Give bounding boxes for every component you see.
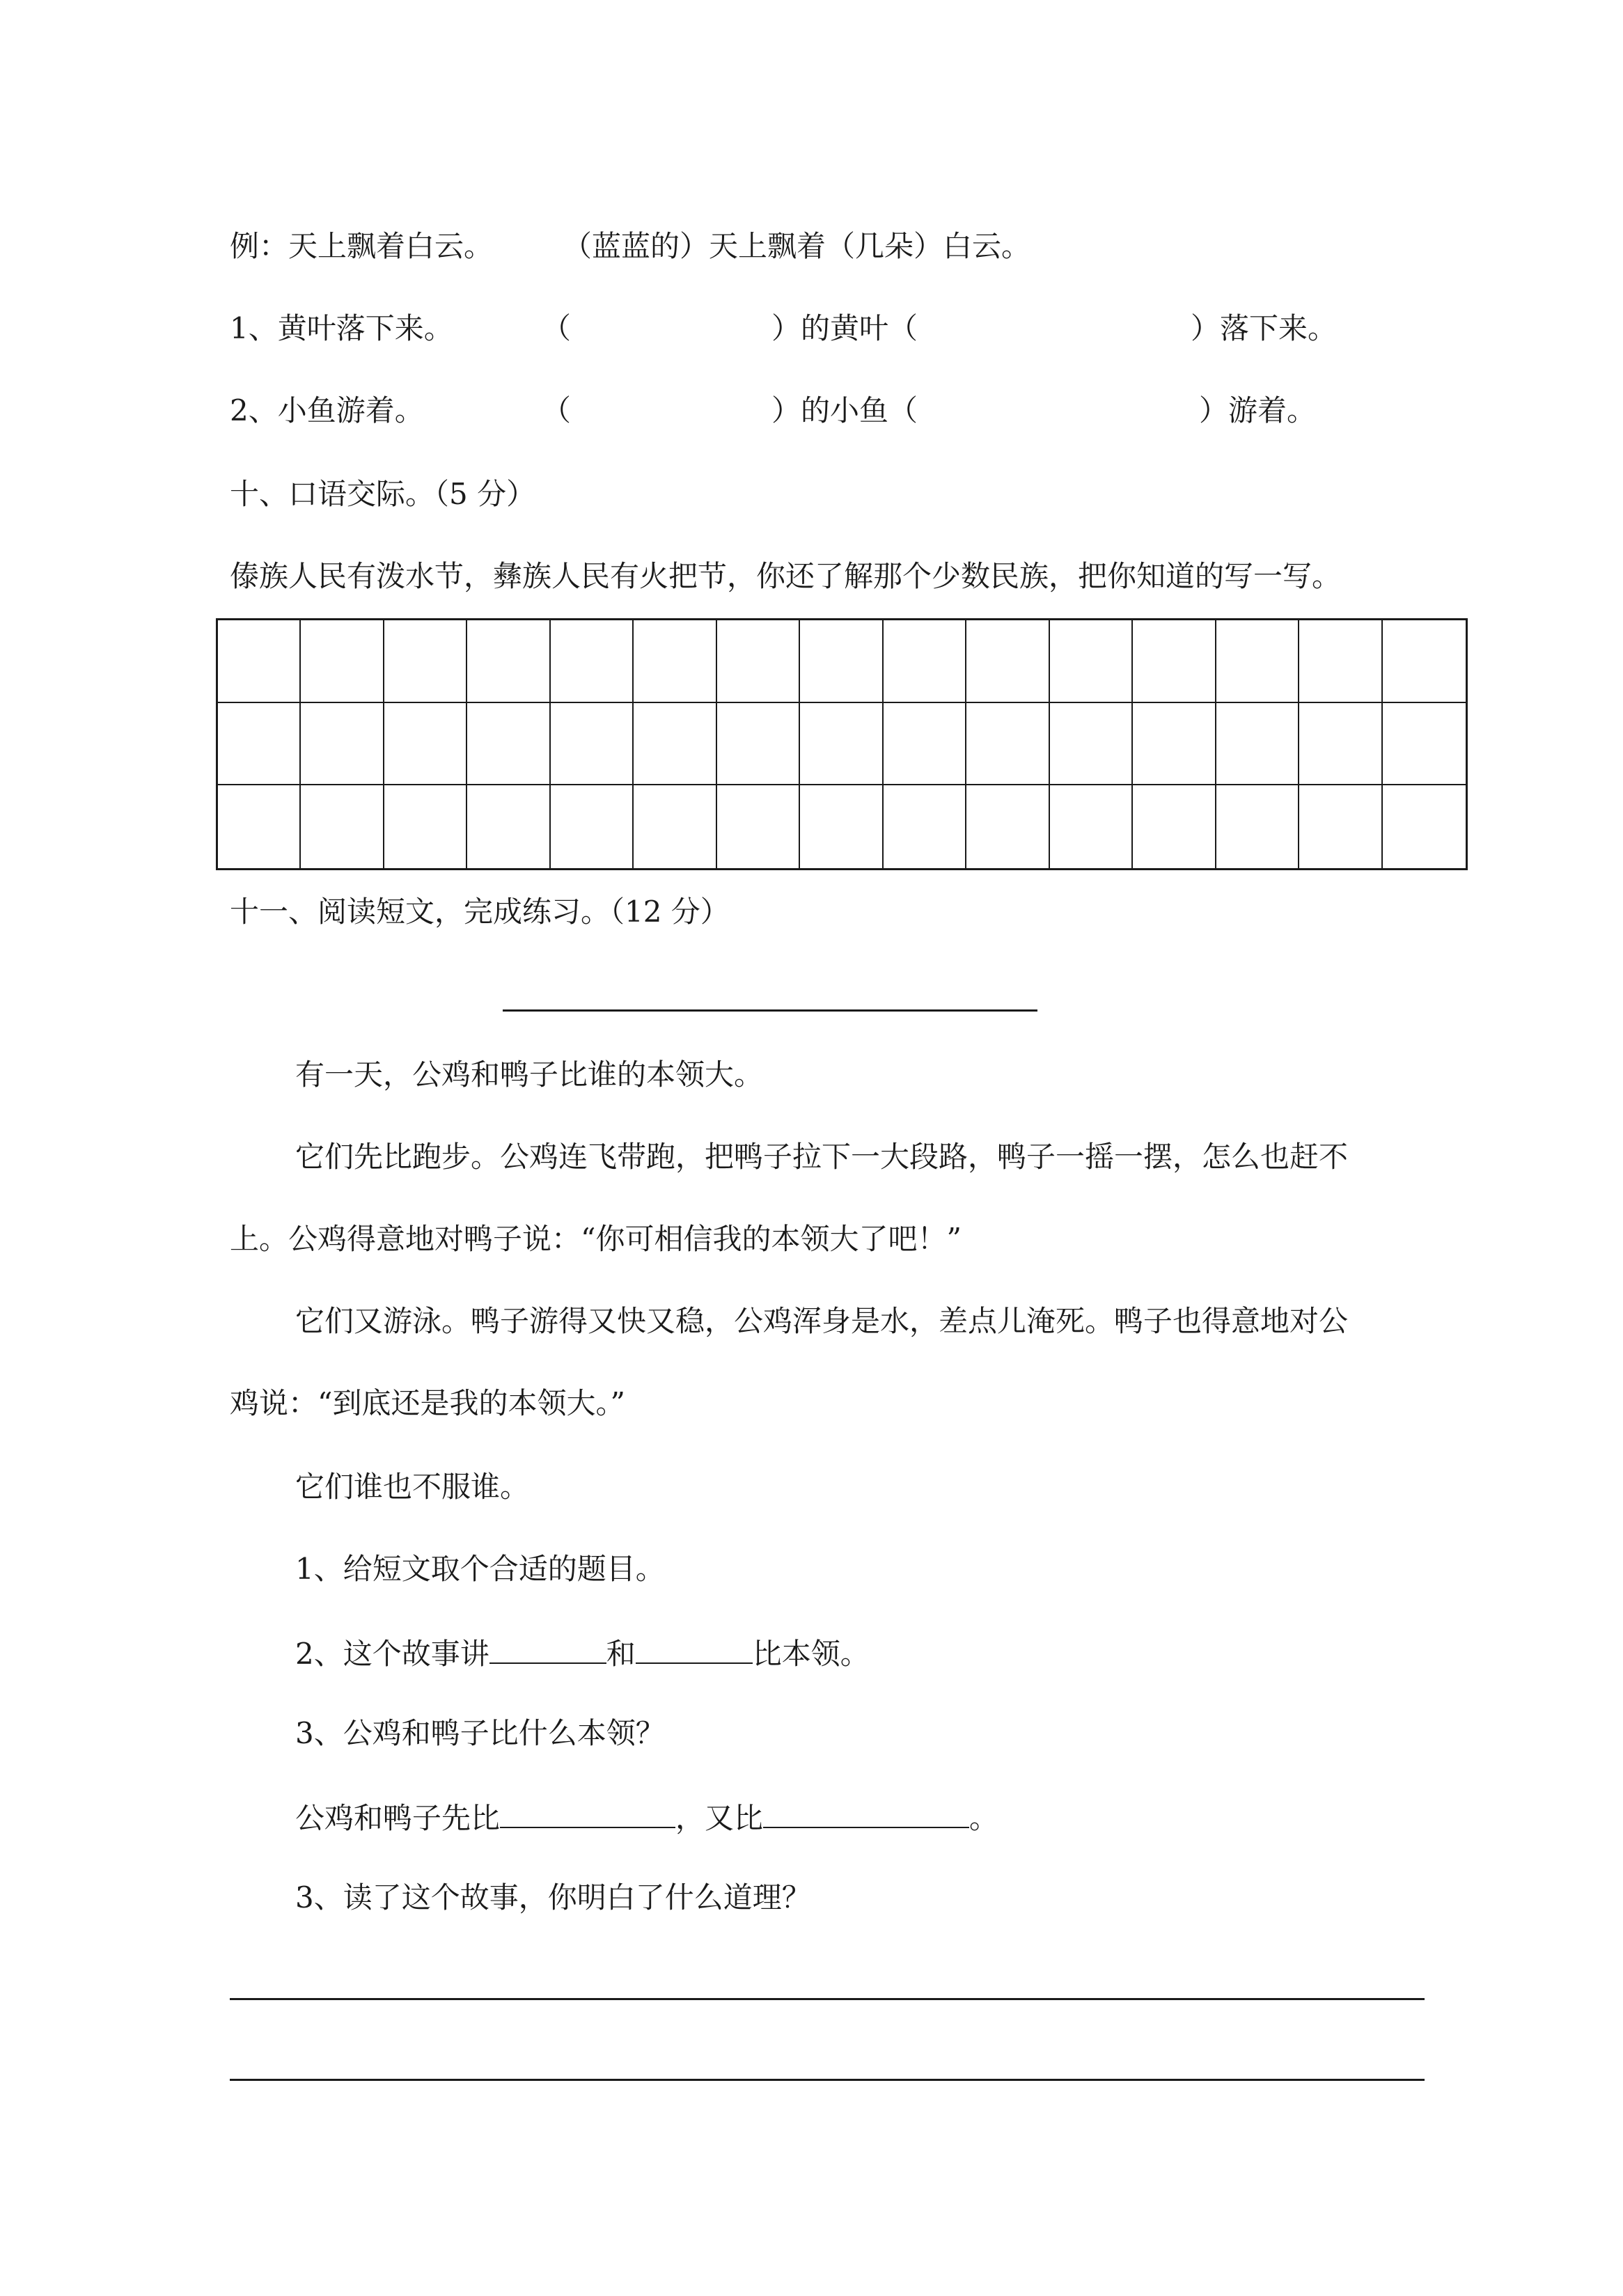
answer-line[interactable] bbox=[230, 1998, 1425, 2000]
writing-grid-cell[interactable] bbox=[884, 620, 966, 703]
passage-paragraph: 它们又游泳。鸭子游得又快又稳，公鸡浑身是水，差点儿淹死。鸭子也得意地对公 bbox=[295, 1304, 1349, 1338]
writing-grid-cell[interactable] bbox=[384, 703, 467, 786]
writing-grid-cell[interactable] bbox=[966, 620, 1049, 703]
fill-item-1-sentence: 1、黄叶落下来。 bbox=[230, 311, 453, 345]
writing-grid-cell[interactable] bbox=[1133, 620, 1216, 703]
writing-grid-cell[interactable] bbox=[1216, 703, 1299, 786]
question-2-text-c: 比本领。 bbox=[752, 1637, 870, 1671]
writing-grid-cell[interactable] bbox=[884, 785, 966, 868]
passage-paragraph: 鸡说：“到底还是我的本领大。” bbox=[230, 1386, 625, 1420]
writing-grid-cell[interactable] bbox=[1216, 785, 1299, 868]
question-2 bbox=[295, 1632, 870, 1674]
passage-paragraph: 它们谁也不服谁。 bbox=[295, 1470, 530, 1504]
writing-grid-cell[interactable] bbox=[467, 620, 550, 703]
question-3-answer-text-b: ，又比 bbox=[675, 1801, 764, 1835]
fill-item-1-open: （ bbox=[542, 311, 572, 345]
question-3: 3、公鸡和鸭子比什么本领？ bbox=[295, 1716, 665, 1750]
question-2-text-b: 和 bbox=[606, 1637, 636, 1671]
question-3-blank-1[interactable] bbox=[500, 1796, 675, 1828]
fill-item-2-mid: ）的小鱼（ bbox=[771, 393, 918, 427]
writing-grid-cell[interactable] bbox=[467, 785, 550, 868]
writing-grid-cell[interactable] bbox=[551, 785, 634, 868]
writing-grid-cell[interactable] bbox=[218, 620, 301, 703]
writing-grid-cell[interactable] bbox=[301, 620, 384, 703]
writing-grid[interactable] bbox=[216, 618, 1468, 870]
question-2-blank-2[interactable] bbox=[636, 1632, 753, 1664]
writing-grid-cell[interactable] bbox=[1383, 620, 1466, 703]
fill-item-1-mid: ）的黄叶（ bbox=[771, 311, 918, 345]
passage-paragraph: 上。公鸡得意地对鸭子说：“你可相信我的本领大了吧！” bbox=[230, 1222, 962, 1256]
writing-grid-cell[interactable] bbox=[384, 785, 467, 868]
question-1: 1、给短文取个合适的题目。 bbox=[295, 1552, 665, 1586]
passage-paragraph: 它们先比跑步。公鸡连飞带跑，把鸭子拉下一大段路，鸭子一摇一摆，怎么也赶不 bbox=[295, 1140, 1349, 1174]
question-3-answer-text-c: 。 bbox=[969, 1801, 999, 1835]
writing-grid-cell[interactable] bbox=[966, 785, 1049, 868]
writing-grid-cell[interactable] bbox=[1050, 620, 1133, 703]
writing-grid-cell[interactable] bbox=[884, 703, 966, 786]
writing-grid-cell[interactable] bbox=[800, 785, 883, 868]
writing-grid-cell[interactable] bbox=[1383, 785, 1466, 868]
writing-grid-cell[interactable] bbox=[634, 620, 716, 703]
passage-paragraph: 有一天，公鸡和鸭子比谁的本领大。 bbox=[295, 1057, 764, 1092]
answer-line[interactable] bbox=[230, 2079, 1425, 2081]
question-2-text-a: 2、这个故事讲 bbox=[295, 1637, 489, 1671]
writing-grid-cell[interactable] bbox=[717, 620, 800, 703]
question-3-blank-2[interactable] bbox=[763, 1796, 969, 1828]
writing-grid-cell[interactable] bbox=[301, 703, 384, 786]
writing-grid-cell[interactable] bbox=[1299, 785, 1382, 868]
writing-grid-cell[interactable] bbox=[1050, 785, 1133, 868]
writing-grid-cell[interactable] bbox=[301, 785, 384, 868]
writing-grid-cell[interactable] bbox=[966, 703, 1049, 786]
writing-grid-cell[interactable] bbox=[1050, 703, 1133, 786]
example-expanded: （蓝蓝的）天上飘着（几朵）白云。 bbox=[563, 229, 1031, 263]
writing-grid-cell[interactable] bbox=[1383, 703, 1466, 786]
writing-grid-cell[interactable] bbox=[717, 785, 800, 868]
fill-item-2-sentence: 2、小鱼游着。 bbox=[230, 393, 424, 427]
writing-grid-cell[interactable] bbox=[384, 620, 467, 703]
writing-grid-cell[interactable] bbox=[634, 703, 716, 786]
writing-grid-cell[interactable] bbox=[551, 620, 634, 703]
question-3-answer bbox=[295, 1796, 998, 1838]
fill-item-2-end: ）游着。 bbox=[1199, 393, 1317, 427]
question-2-blank-1[interactable] bbox=[489, 1632, 606, 1664]
question-3-answer-text-a: 公鸡和鸭子先比 bbox=[295, 1801, 501, 1835]
writing-grid-cell[interactable] bbox=[1216, 620, 1299, 703]
writing-grid-cell[interactable] bbox=[1299, 703, 1382, 786]
writing-grid-cell[interactable] bbox=[551, 703, 634, 786]
writing-grid-cell[interactable] bbox=[634, 785, 716, 868]
section-10-heading: 十、口语交际。（5 分） bbox=[230, 477, 536, 511]
writing-grid-cell[interactable] bbox=[800, 703, 883, 786]
writing-grid-cell[interactable] bbox=[1133, 703, 1216, 786]
writing-grid-cell[interactable] bbox=[218, 785, 301, 868]
section-11-heading: 十一、阅读短文，完成练习。（12 分） bbox=[230, 895, 730, 929]
fill-item-2-open: （ bbox=[542, 393, 572, 427]
writing-grid-cell[interactable] bbox=[467, 703, 550, 786]
fill-item-1-end: ）落下来。 bbox=[1191, 311, 1338, 345]
writing-grid-cell[interactable] bbox=[800, 620, 883, 703]
title-blank-line[interactable] bbox=[503, 1009, 1037, 1012]
question-4: 3、读了这个故事，你明白了什么道理？ bbox=[295, 1880, 811, 1914]
writing-grid-cell[interactable] bbox=[1299, 620, 1382, 703]
writing-grid-cell[interactable] bbox=[218, 703, 301, 786]
writing-grid-cell[interactable] bbox=[717, 703, 800, 786]
section-10-prompt: 傣族人民有泼水节，彝族人民有火把节，你还了解那个少数民族，把你知道的写一写。 bbox=[230, 559, 1342, 593]
example-sentence: 例：天上飘着白云。 bbox=[230, 229, 494, 263]
writing-grid-cell[interactable] bbox=[1133, 785, 1216, 868]
